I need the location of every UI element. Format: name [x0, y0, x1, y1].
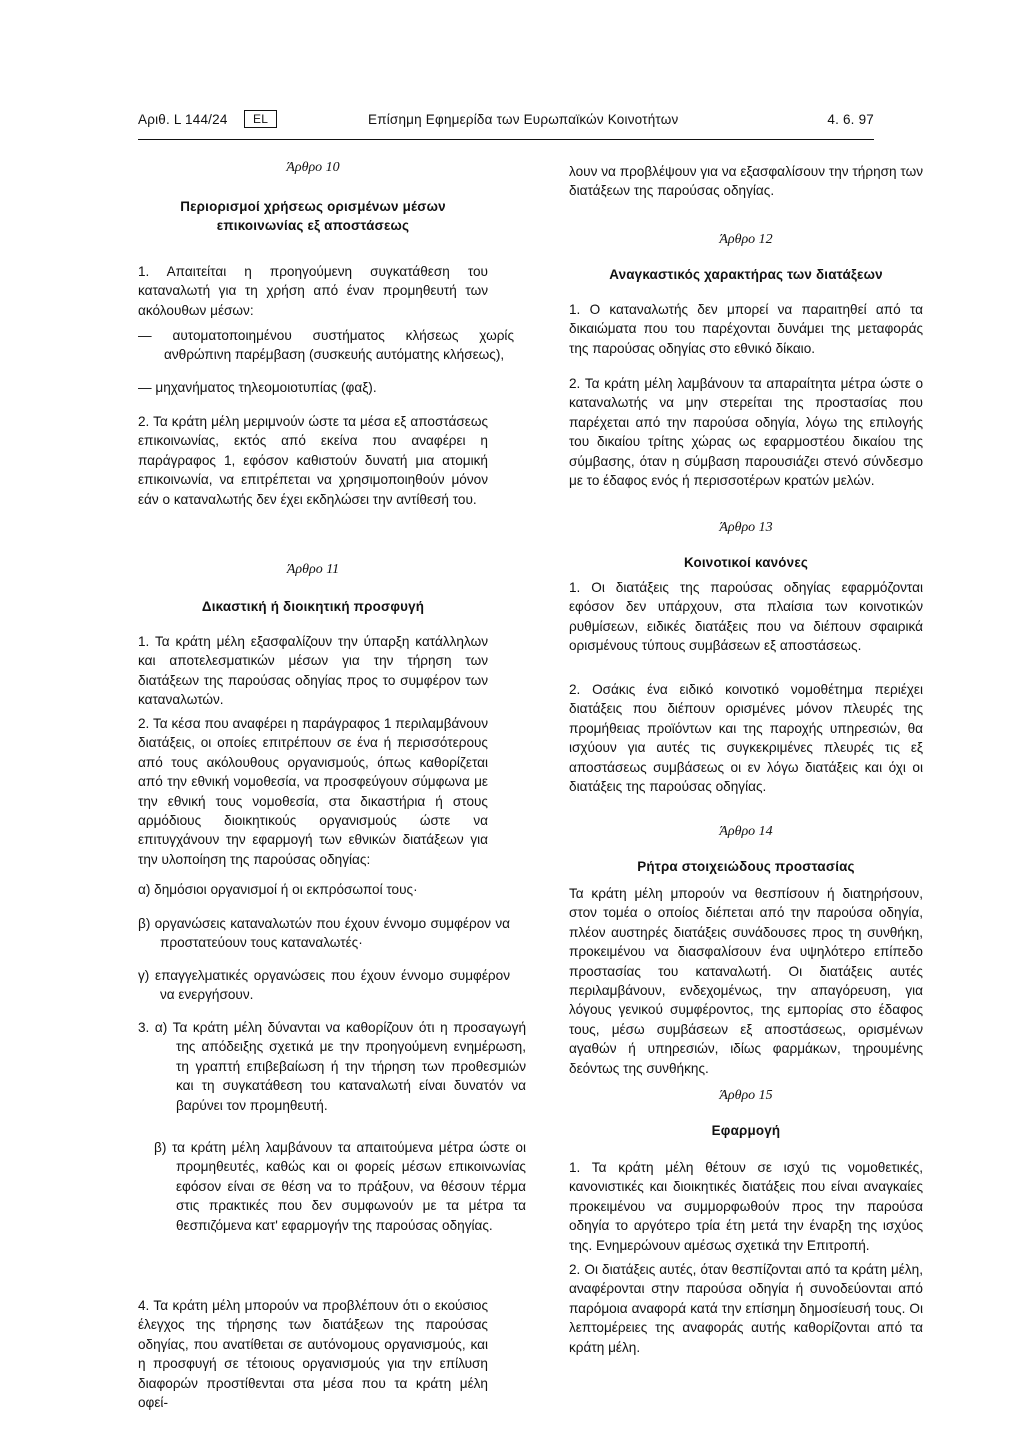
article-12-heading: Άρθρο 12	[719, 232, 773, 247]
article-15-heading: Άρθρο 15	[719, 1088, 773, 1103]
article-10-dash-2: — μηχανήματος τηλεομοιοτυπίας (φαξ).	[138, 380, 377, 395]
article-11-paragraph-3b: β) τα κράτη μέλη λαμβάνουν τα απαιτούμενα μέτρα ώστε οι προμηθευτές, καθώς και οι φορείς μέσων επικοινωνίας εφόσον είναι σε θέση να το πράξουν, να θέσουν τέρμα στις πρακτικές που δεν συμφωνούν με τα μέτρα τα θεσπιζόμενα κατ' εφαρμογήν της παρούσας οδηγίας.	[154, 1140, 526, 1233]
article-14-heading: Άρθρο 14	[719, 824, 773, 839]
article-15-paragraph-1: 1. Τα κράτη μέλη θέτουν σε ισχύ τις νομοθετικές, κανονιστικές και διοικητικές διατάξεις που είναι αναγκαίες προκειμένου να συμμορφωθούν προς την παρούσα οδηγία το αργότερο τρία έτη μετά την έναρξη της ισχύος της. Ενημερώνουν αμέσως σχετικά την Επιτροπή.	[569, 1160, 923, 1253]
article-11-item-a: α) δημόσιοι οργανισμοί ή οι εκπρόσωποί τους·	[138, 882, 418, 897]
article-12-paragraph-1: 1. Ο καταναλωτής δεν μπορεί να παραιτηθεί από τα δικαιώματα που του παρέχονται δυνάμει της μεταφοράς της παρούσας οδηγίας στο εθνικό δίκαιο.	[569, 302, 923, 356]
publication-date: 4. 6. 97	[827, 112, 874, 127]
header-rule	[138, 139, 874, 140]
article-11-paragraph-1: 1. Τα κράτη μέλη εξασφαλίζουν την ύπαρξη κατάλληλων και αποτελεσματικών μέσων για την τήρηση των διατάξεων της παρούσας οδηγίας προς το συμφέρον των καταναλωτών.	[138, 634, 488, 708]
article-13-paragraph-1: 1. Οι διατάξεις της παρούσας οδηγίας εφαρμόζονται εφόσον δεν υπάρχουν, στα πλαίσια των κοινοτικών ρυθμίσεων, ειδικές διατάξεις που να διέπουν σφαιρικά ορισμένους τύπους συμβάσεων εξ αποστάσεως.	[569, 580, 923, 654]
article-12-title: Αναγκαστικός χαρακτήρας των διατάξεων	[609, 267, 883, 282]
article-10-title: Περιορισμοί χρήσεως ορισμένων μέσων επικοινωνίας εξ αποστάσεως	[180, 199, 446, 233]
article-15-title: Εφαρμογή	[711, 1123, 781, 1138]
article-14-title: Ρήτρα στοιχειώδους προστασίας	[637, 859, 855, 874]
article-10-dash-1: — αυτοματοποιημένου συστήματος κλήσεως χωρίς ανθρώπινη παρέμβαση (συσκευής αυτόματης κλήσεως),	[138, 328, 514, 363]
article-13-title: Κοινοτικοί κανόνες	[683, 555, 809, 570]
article-11-heading: Άρθρο 11	[286, 562, 340, 577]
article-15-paragraph-2: 2. Οι διατάξεις αυτές, όταν θεσπίζονται από τα κράτη μέλη, αναφέρονται στην παρούσα οδηγία ή συνοδεύονται από παρόμοια αναφορά κατά την επίσημη δημοσίευσή τους. Οι λεπτομέρειες της αναφοράς αυτής καθορίζονται από τα κράτη μέλη.	[569, 1262, 923, 1355]
article-14-paragraph-1: Τα κράτη μέλη μπορούν να θεσπίσουν ή διατηρήσουν, στον τομέα ο οποίος διέπεται από την παρούσα οδηγία, πλέον αυστηρές διατάξεις συνάδουσες προς τη συνθήκη, προκειμένου να διασφαλίσουν ένα υψηλότερο επίπεδο προστασίας του καταναλωτή. Οι διατάξεις αυτές περιλαμβάνουν, ενδεχομένως, την απαγόρευση, για λόγους γενικού συμφέροντος, της εμπορίας στο έδαφος τους, μέσω συμβάσεων εξ αποστάσεως, ορισμένων αγαθών ή υπηρεσιών, ιδίως φαρμάκων, τηρουμένης δεόντως της συνθήκης.	[569, 886, 923, 1076]
article-11-paragraph-2: 2. Τα κέσα που αναφέρει η παράγραφος 1 περιλαμβάνουν διατάξεις, οι οποίες επιτρέπουν σε ένα ή περισσότερους από τους ακόλουθους οργανισμούς, όπως καθορίζεται από την εθνική νομοθεσία, να προσφεύγουν σύμφωνα με την εθνική τους νομοθεσία, στα δικαστήρια ή στους αρμόδιους διοικητικούς οργανισμούς ώστε να επιτυγχάνουν την εφαρμογή των εθνικών διατάξεων για την υλοποίηση της παρούσας οδηγίας:	[138, 716, 488, 867]
article-11-title: Δικαστική ή διοικητική προσφυγή	[201, 599, 425, 614]
article-10-heading: Άρθρο 10	[286, 160, 340, 175]
continued-text: λουν να προβλέψουν για να εξασφαλίσουν την τήρηση των διατάξεων της παρούσας οδηγίας.	[569, 164, 923, 199]
article-13-heading: Άρθρο 13	[719, 520, 773, 535]
journal-title: Επίσημη Εφημερίδα των Ευρωπαϊκών Κοινοτήτων	[368, 112, 679, 127]
language-badge: EL	[244, 110, 277, 128]
article-11-paragraph-3a: 3. α) Τα κράτη μέλη δύνανται να καθορίζουν ότι η προσαγωγή της απόδειξης σχετικά με την προηγούμενη ενημέρωση, τη γραπτή επιβεβαίωση ή την τήρηση των προθεσμιών και τη συγκατάθεση του καταναλωτή είναι δυνατόν να βαρύνει τον προμηθευτή.	[138, 1020, 526, 1113]
article-11-item-b: β) οργανώσεις καταναλωτών που έχουν έννομο συμφέρον να προστατεύουν τους καταναλωτές·	[138, 916, 510, 951]
article-12-paragraph-2: 2. Τα κράτη μέλη λαμβάνουν τα απαραίτητα μέτρα ώστε ο καταναλωτής να μην στερείται της προστασίας που παρέχεται από την παρούσα οδηγία, λόγω της επιλογής του δικαίου τρίτης χώρας ως εφαρμοστέου δικαίου της σύμβασης, όταν η σύμβαση παρουσιάζει στενό σύνδεσμο με το έδαφος ενός ή περισσοτέρων κρατών μελών.	[569, 376, 923, 489]
issue-reference: Αριθ. L 144/24	[138, 112, 228, 127]
article-11-paragraph-4: 4. Τα κράτη μέλη μπορούν να προβλέπουν ότι ο εκούσιος έλεγχος της τήρησης των διατάξεων της παρούσας οδηγίας, που ανατίθεται σε αυτόνομους οργανισμούς, και η προσφυγή σε τέτοιους οργανισμούς για την επίλυση διαφορών προστίθενται στα μέσα που τα κράτη μέλη οφεί-	[138, 1298, 488, 1411]
article-13-paragraph-2: 2. Οσάκις ένα ειδικό κοινοτικό νομοθέτημα περιέχει διατάξεις που διέπουν ορισμένες μόνον πλευρές της προμήθειας προϊόντων και της παροχής υπηρεσιών, θα ισχύουν για αυτές τις συγκεκριμένες πλευρές τις εξ αποστάσεως συμβάσεως οι εν λόγω διατάξεις και όχι οι διατάξεις της παρούσας οδηγίας.	[569, 682, 923, 795]
article-10-paragraph-1: 1. Απαιτείται η προηγούμενη συγκατάθεση του καταναλωτή για τη χρήση από έναν προμηθευτή των ακόλουθων μέσων:	[138, 264, 488, 318]
article-11-item-c: γ) επαγγελματικές οργανώσεις που έχουν έννομο συμφέρον να ενεργήσουν.	[138, 968, 510, 1003]
article-10-paragraph-2: 2. Τα κράτη μέλη μεριμνούν ώστε τα μέσα εξ αποστάσεως επικοινωνίας, εκτός από εκείνα που αναφέρει η παράγραφος 1, εφόσον καθιστούν δυνατή μια ατομική επικοινωνία, να επιτρέπεται να χρησιμοποιηθούν μόνον εάν ο καταναλωτής δεν έχει εκδηλώσει την αντίθεσή του.	[138, 414, 488, 507]
